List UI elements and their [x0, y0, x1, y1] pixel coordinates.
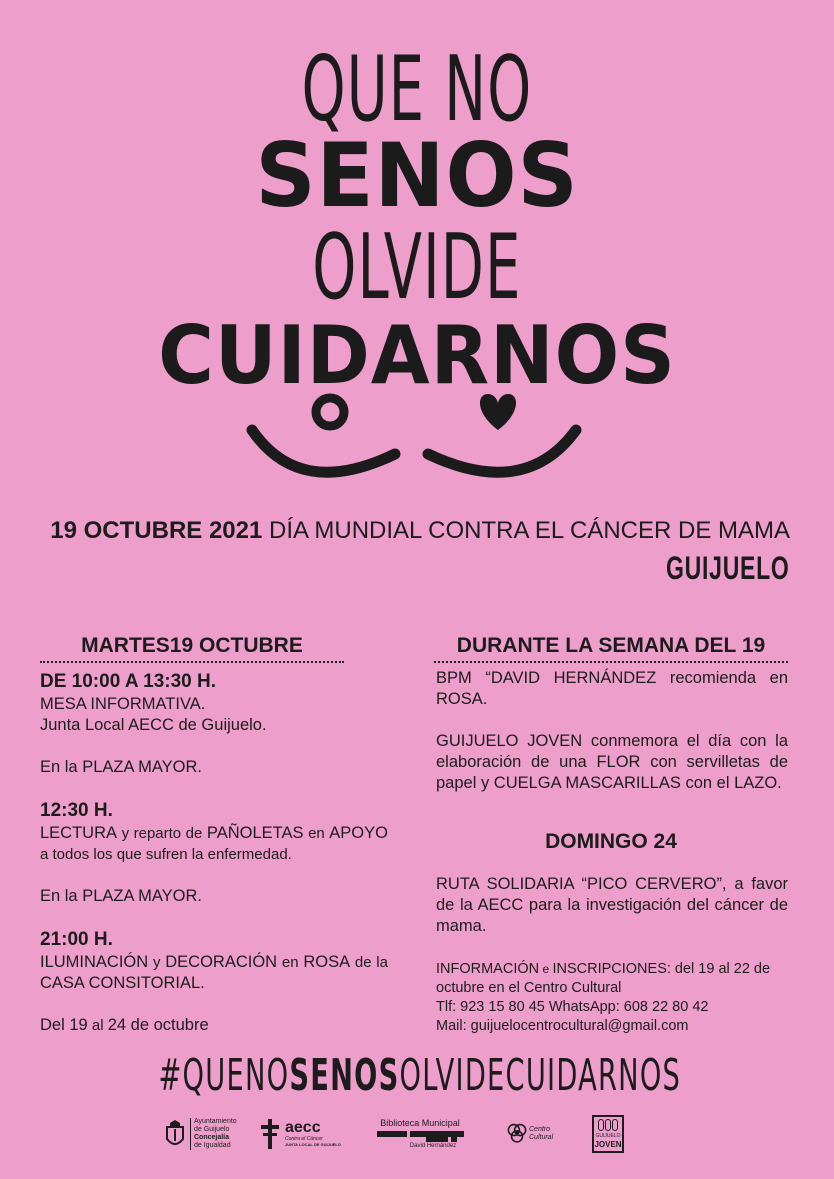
email-line[interactable]: Mail: guijuelocentrocultural@gmail.com [436, 1018, 689, 1034]
hashtag-b: SENOS [289, 1050, 400, 1101]
aecc-tagline: Contra el Cáncer [285, 1136, 323, 1142]
item1-place-name: PLAZA MAYOR. [82, 758, 203, 776]
item1-time: DE 10:00 A 13:30 H. [40, 671, 217, 692]
ayto-text [190, 1118, 237, 1150]
breasts-illustration [240, 390, 590, 500]
info-g: Centro Cultural [523, 980, 622, 996]
item3-desc [40, 952, 388, 994]
aecc-text [285, 1120, 341, 1148]
hashtag-c: OLVIDECUIDARNOS [399, 1050, 682, 1101]
centro-text: Centro Cultural [529, 1126, 554, 1141]
left-column-heading: MARTES19 OCTUBRE [40, 633, 344, 663]
item2-d: en [303, 825, 330, 842]
item3-dates-c: al [87, 1017, 108, 1034]
ayto-line2: de Guijuelo [194, 1126, 230, 1133]
left-curve [252, 430, 395, 472]
item2-time: 12:30 H. [40, 800, 113, 821]
logo-biblioteca [372, 1110, 468, 1158]
aecc-subline: JUNTA LOCAL DE GUIJUELO [285, 1142, 341, 1147]
item2-place-prefix: En la [40, 887, 83, 905]
joven-line2: JOVEN [594, 1140, 622, 1149]
title-line-2: SENOS [255, 124, 579, 227]
event-name: DÍA MUNDIAL CONTRA EL CÁNCER DE MAMA [269, 517, 790, 544]
item2-place [40, 886, 388, 907]
hashtag [158, 1048, 682, 1104]
item3-dates-b: 19 [69, 1016, 88, 1034]
ayto-line3: Concejalía [194, 1134, 230, 1141]
sunday-heading: DOMINGO 24 [545, 830, 677, 853]
title-line-3: OLVIDE [312, 215, 522, 320]
item3-dates-e: de octubre [126, 1016, 209, 1034]
joven-a: GUIJUELO JOVEN [436, 732, 583, 750]
info-c: INSCRIPCIONES: [552, 961, 671, 977]
item3-dates-a: Del [40, 1016, 70, 1034]
ruta-i: mama. [436, 917, 487, 935]
logo-ayuntamiento [164, 1110, 264, 1158]
logo-aecc [258, 1110, 346, 1158]
bpm-paragraph [436, 668, 788, 710]
item3-dates [40, 1015, 388, 1036]
item3-a: ILUMINACIÓN [40, 953, 149, 971]
event-town: GUIJUELO [666, 550, 790, 586]
item2-b: y reparto de [117, 825, 207, 842]
ruta-g: cáncer [714, 896, 765, 914]
item3-c: DECORACIÓN [165, 953, 278, 971]
joven-line1: GUIJUELO [595, 1133, 621, 1139]
circle-icon [316, 398, 344, 426]
coat-of-arms-icon [164, 1119, 186, 1149]
item3-dates-d: 24 [107, 1016, 127, 1034]
item1-desc [40, 694, 388, 736]
ruta-a: RUTA SOLIDARIA “PICO CERVERO”, [436, 875, 727, 893]
joven-badge [592, 1115, 624, 1153]
info-d: del 19 al 22 de [670, 961, 771, 977]
hashtag-a: #QUENO [158, 1050, 290, 1101]
ruta-d: para la [523, 896, 586, 914]
item2-place-name: PLAZA MAYOR. [82, 887, 203, 905]
bpm-a: BPM “DAVID HERNÁNDEZ [436, 669, 657, 687]
bpm-b: recomienda en [656, 669, 788, 687]
info-a: INFORMACIÓN [436, 961, 540, 977]
aecc-wordmark: aecc [285, 1119, 321, 1136]
item3-f: de la [350, 954, 388, 971]
right-curve [428, 430, 576, 472]
joven-g: LAZO. [734, 774, 782, 792]
item2-e: APOYO [329, 824, 388, 842]
ruta-h: de [764, 896, 789, 914]
event-dateline [50, 516, 790, 546]
logo-centro-cultural [506, 1110, 566, 1158]
joven-c: FLOR [596, 753, 641, 771]
biblio-subtitle: David Hernández [409, 1143, 457, 1149]
logo-guijuelo-joven [592, 1110, 626, 1158]
item3-e: ROSA [303, 953, 351, 971]
joven-d: con servilletas de papel y [436, 753, 788, 792]
title-line-1: QUE NO [301, 37, 533, 142]
event-date: 19 OCTUBRE 2021 [50, 517, 263, 544]
right-column [436, 668, 788, 815]
flower-icon [506, 1119, 528, 1149]
joven-paragraph [436, 731, 788, 794]
ayto-line1: Ayuntamiento [194, 1118, 237, 1125]
info-b: e [539, 962, 553, 976]
item2-c: PAÑOLETAS [206, 824, 304, 842]
item3-g: CASA CONSITORIAL. [40, 974, 205, 992]
item2-f: a todos los que sufren la enfermedad. [40, 846, 292, 863]
right-column-heading: DURANTE LA SEMANA DEL 19 [434, 633, 788, 663]
heart-icon [480, 394, 516, 430]
item1-place-prefix: En la [40, 758, 83, 776]
title-line-4: CUIDARNOS [158, 309, 676, 402]
info-e: octubre [436, 980, 485, 996]
ayto-line4: de Igualdad [194, 1142, 231, 1149]
phone-line: Tlf: 923 15 80 45 WhatsApp: 608 22 80 42 [436, 999, 709, 1015]
info-block [436, 960, 788, 1036]
ruta-c: AECC [477, 896, 524, 914]
item3-d: en [277, 954, 304, 971]
item1-line2: Junta Local AECC de Guijuelo. [40, 716, 267, 734]
item1-place [40, 757, 388, 778]
joven-icon [594, 1119, 622, 1133]
item1-line1: MESA INFORMATIVA. [40, 695, 206, 713]
item2-desc [40, 823, 388, 865]
item3-time: 21:00 H. [40, 929, 113, 950]
ruta-paragraph [436, 874, 788, 937]
ruta-f: del [681, 896, 715, 914]
info-line [436, 960, 788, 998]
ruta-e: investigación [585, 896, 682, 914]
item3-b: y [148, 954, 166, 971]
item2-a: LECTURA [40, 824, 118, 842]
left-column [40, 670, 388, 1057]
joven-b: conmemora el día con la elaboración de una [436, 732, 788, 771]
cross-icon [258, 1117, 282, 1151]
joven-e: CUELGA MASCARILLAS [493, 774, 681, 792]
joven-f: con el [680, 774, 735, 792]
biblio-title: Biblioteca Municipal [380, 1118, 460, 1128]
info-f: en el [484, 980, 524, 996]
ruta-b: a favor de la [436, 875, 788, 914]
bpm-c: ROSA. [436, 690, 488, 708]
